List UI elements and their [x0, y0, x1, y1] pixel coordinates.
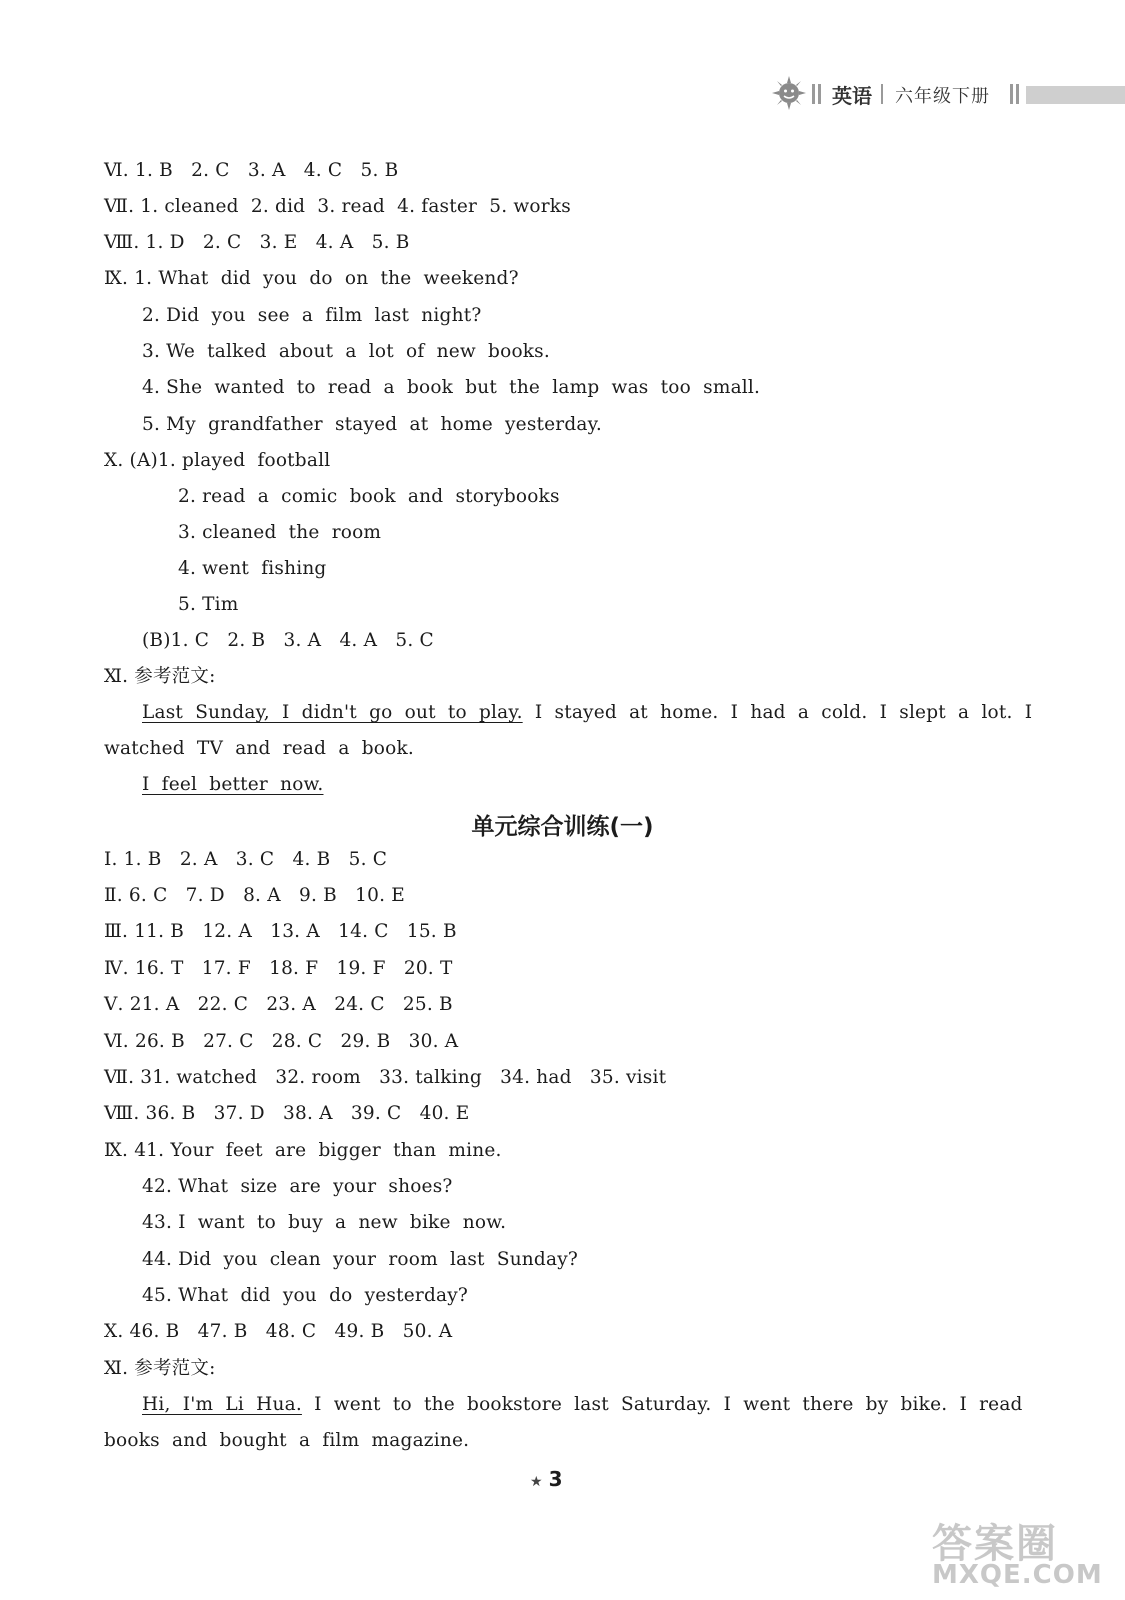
- line-text: Ⅵ. 26. B 27. C 28. C 29. B 30. A: [104, 1031, 459, 1052]
- answer-line: [104, 738, 414, 760]
- watermark-url: MXQE.COM: [932, 1560, 1103, 1590]
- answer-line: [142, 1249, 578, 1271]
- answer-line: [104, 1067, 666, 1089]
- underlined-text: Last Sunday, I didn't go out to play.: [142, 702, 523, 723]
- answer-line: [142, 414, 602, 436]
- line-text: I stayed at home. I had a cold. I slept a lot. I: [522, 702, 1033, 723]
- line-text: Ⅵ. 1. B 2. C 3. A 4. C 5. B: [104, 160, 399, 181]
- answer-line: [104, 885, 405, 907]
- line-text: 4. She wanted to read a book but the lamp was too small.: [142, 377, 761, 398]
- answer-line: [104, 268, 519, 290]
- line-text: Ⅹ. 46. B 47. B 48. C 49. B 50. A: [104, 1321, 453, 1342]
- line-text: Ⅺ. 参考范文:: [104, 1358, 216, 1379]
- line-text: Ⅶ. 1. cleaned 2. did 3. read 4. faster 5. works: [104, 196, 571, 217]
- line-text: Ⅷ. 1. D 2. C 3. E 4. A 5. B: [104, 232, 410, 253]
- answer-line: [178, 486, 560, 508]
- answer-line: [142, 630, 434, 652]
- answer-line: [104, 666, 216, 688]
- answer-line: [142, 1285, 468, 1307]
- answer-line: [104, 1430, 469, 1452]
- answer-line: [104, 849, 387, 871]
- answer-line: [104, 232, 410, 254]
- answer-line: [178, 558, 326, 580]
- line-text: Ⅺ. 参考范文:: [104, 666, 216, 687]
- header-divider: [1010, 84, 1013, 104]
- line-text: Ⅶ. 31. watched 32. room 33. talking 34. had 35. visit: [104, 1067, 667, 1088]
- page-header: [772, 74, 1125, 114]
- header-divider: [818, 84, 821, 104]
- line-text: 45. What did you do yesterday?: [142, 1285, 468, 1306]
- answer-line: [142, 1176, 453, 1198]
- answer-line: [104, 994, 453, 1016]
- grade-label: 六年级下册: [895, 86, 990, 107]
- page-number-value: 3: [548, 1467, 563, 1491]
- line-text: 44. Did you clean your room last Sunday?: [142, 1249, 578, 1270]
- answer-line: [142, 377, 760, 399]
- answer-line: [104, 958, 453, 980]
- star-icon: ★: [530, 1474, 543, 1490]
- line-text: I went to the bookstore last Saturday. I went there by bike. I read: [301, 1394, 1023, 1415]
- line-text: Ⅷ. 36. B 37. D 38. A 39. C 40. E: [104, 1103, 470, 1124]
- line-text: 2. Did you see a film last night?: [142, 305, 482, 326]
- answer-line: [104, 450, 330, 472]
- watermark-logo: 答案圈: [932, 1521, 1058, 1567]
- line-text: Ⅹ. (A)1. played football: [104, 450, 331, 471]
- header-divider: [812, 84, 815, 104]
- answer-line: [104, 1140, 502, 1162]
- answer-line: [178, 594, 239, 616]
- answer-line: [104, 160, 398, 182]
- line-text: Ⅴ. 21. A 22. C 23. A 24. C 25. B: [104, 994, 453, 1015]
- section-title: 单元综合训练(一): [471, 814, 654, 840]
- line-text: (B)1. C 2. B 3. A 4. A 5. C: [142, 630, 434, 651]
- sun-icon: [772, 76, 806, 110]
- watermark: [928, 1512, 1108, 1594]
- line-text: 42. What size are your shoes?: [142, 1176, 453, 1197]
- answer-line: [142, 702, 1032, 724]
- answer-line: [104, 921, 457, 943]
- line-text: 3. cleaned the room: [178, 522, 382, 543]
- answer-line: [142, 1394, 1023, 1416]
- page-number: [530, 1467, 562, 1491]
- header-gray-band: [1026, 86, 1125, 104]
- line-text: Ⅸ. 41. Your feet are bigger than mine.: [104, 1140, 502, 1161]
- line-text: Ⅲ. 11. B 12. A 13. A 14. C 15. B: [104, 921, 457, 942]
- line-text: Ⅱ. 6. C 7. D 8. A 9. B 10. E: [104, 885, 405, 906]
- answer-line: [104, 1031, 458, 1053]
- line-text: 3. We talked about a lot of new books.: [142, 341, 550, 362]
- underlined-text: Hi, I'm Li Hua.: [142, 1394, 302, 1415]
- line-text: watched TV and read a book.: [104, 738, 414, 759]
- answer-line: [142, 341, 550, 363]
- header-divider: [881, 84, 883, 104]
- answer-line: [142, 774, 323, 796]
- line-text: 5. Tim: [178, 594, 239, 615]
- answer-line: [104, 1358, 216, 1380]
- line-text: 4. went fishing: [178, 558, 327, 579]
- answer-line: [142, 305, 481, 327]
- line-text: 5. My grandfather stayed at home yesterday.: [142, 414, 602, 435]
- underlined-text: I feel better now.: [142, 774, 324, 795]
- line-text: books and bought a film magazine.: [104, 1430, 470, 1451]
- line-text: Ⅳ. 16. T 17. F 18. F 19. F 20. T: [104, 958, 453, 979]
- line-text: 2. read a comic book and storybooks: [178, 486, 560, 507]
- answer-line: [142, 1212, 506, 1234]
- answer-line: [178, 522, 381, 544]
- line-text: Ⅰ. 1. B 2. A 3. C 4. B 5. C: [104, 849, 388, 870]
- line-text: 43. I want to buy a new bike now.: [142, 1212, 507, 1233]
- line-text: Ⅸ. 1. What did you do on the weekend?: [104, 268, 519, 289]
- answer-line: [104, 1103, 469, 1125]
- header-divider: [1016, 84, 1019, 104]
- answer-line: [104, 196, 571, 218]
- answer-line: [104, 1321, 452, 1343]
- subject-label: 英语: [832, 84, 872, 108]
